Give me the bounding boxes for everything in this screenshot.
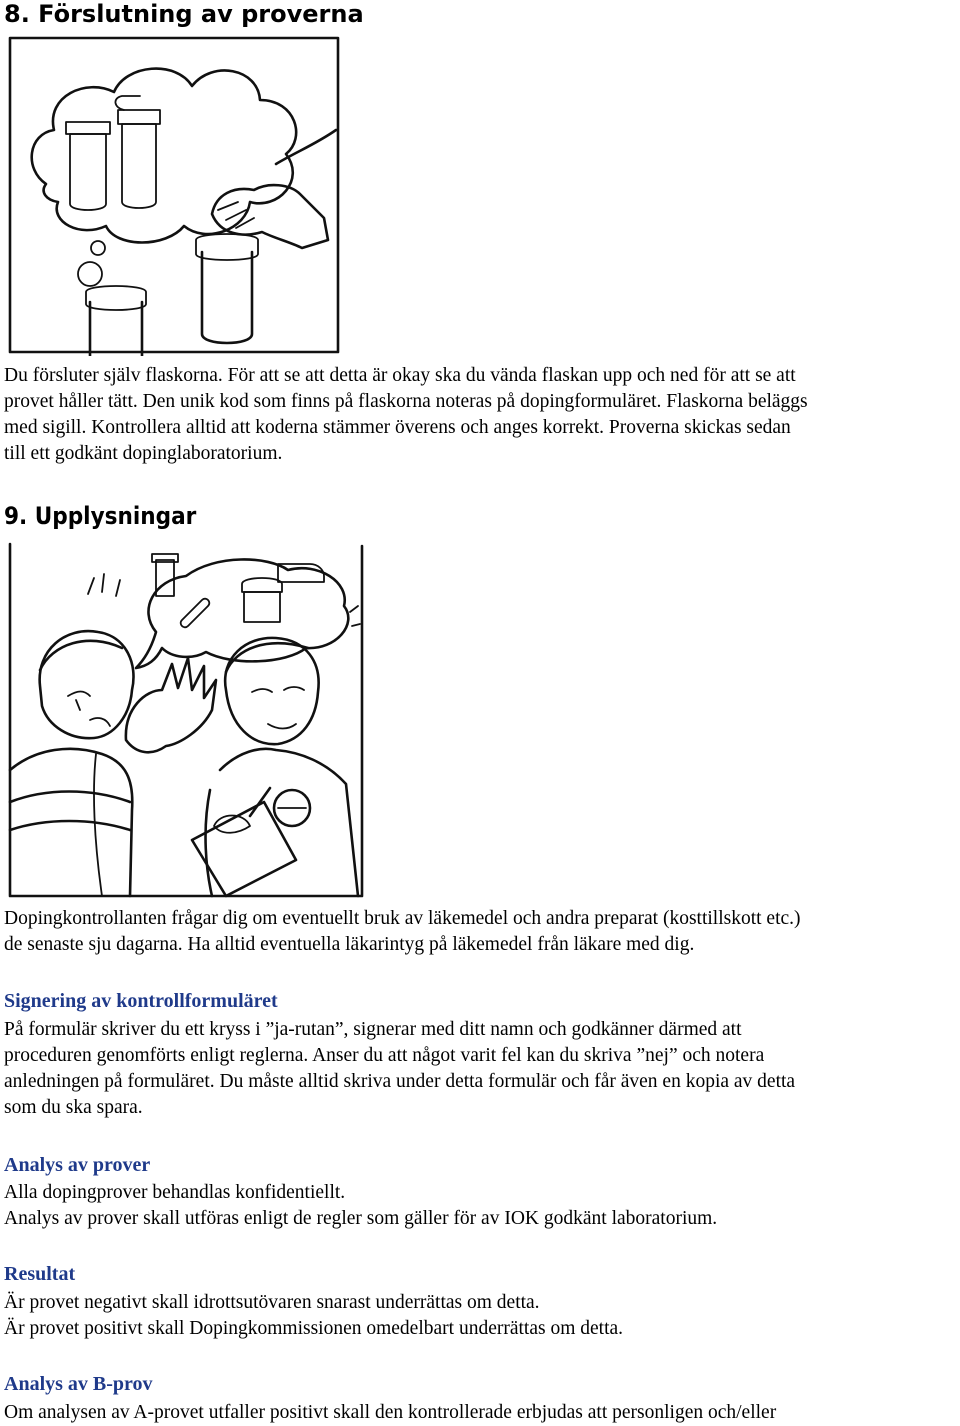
resultat-body <box>4 1290 954 1342</box>
signering-line: anledningen på formuläret. Du måste alltid skriva under detta formulär och får även en kopia av detta <box>4 1071 796 1092</box>
signering-line: som du ska spara. <box>4 1097 143 1118</box>
analys-body <box>4 1180 954 1232</box>
illustration-doping-officer-interview <box>6 540 366 902</box>
analys-heading: Analys av prover <box>4 1154 151 1176</box>
resultat-line: Är provet positivt skall Dopingkommissionen omedelbart underrättas om detta. <box>4 1318 624 1339</box>
section-8-line: provet håller tätt. Den unik kod som finns på flaskorna noteras på dopingformuläret. Flaskorna beläggs <box>4 391 808 412</box>
signering-body <box>4 1017 954 1121</box>
analys-line: Alla dopingprover behandlas konfidentiellt. <box>4 1182 346 1203</box>
bprov-body <box>4 1400 954 1426</box>
bprov-line: Om analysen av A-provet utfaller positivt skall den kontrollerade erbjudas att personligen och/eller <box>4 1402 777 1423</box>
section-8-line: Du försluter själv flaskorna. För att se att detta är okay ska du vända flaskan upp och ned för att se att <box>4 365 796 386</box>
bprov-heading: Analys av B-prov <box>4 1373 153 1395</box>
section-9-title: 9. Upplysningar <box>4 502 197 530</box>
section-9-line: de senaste sju dagarna. Ha alltid eventuella läkarintyg på läkemedel från läkare med dig. <box>4 934 695 955</box>
signering-line: På formulär skriver du ett kryss i ”ja-rutan”, signerar med ditt namn och godkänner därmed att <box>4 1019 742 1040</box>
analys-line: Analys av prover skall utföras enligt de regler som gäller för av IOK godkänt laboratorium. <box>4 1208 718 1229</box>
section-9-line: Dopingkontrollanten frågar dig om eventuellt bruk av läkemedel och andra preparat (kosttillskott etc.) <box>4 908 801 929</box>
section-9-body <box>4 906 954 958</box>
section-8-line: till ett godkänt dopinglaboratorium. <box>4 443 283 464</box>
section-8-title: 8. Förslutning av proverna <box>4 0 364 28</box>
resultat-line: Är provet negativt skall idrottsutövaren snarast underrättas om detta. <box>4 1292 540 1313</box>
signering-heading: Signering av kontrollformuläret <box>4 990 278 1012</box>
resultat-heading: Resultat <box>4 1263 76 1285</box>
illustration-sealing-bottles <box>6 34 342 356</box>
section-8-line: med sigill. Kontrollera alltid att koderna stämmer överens och anges korrekt. Proverna skickas sedan <box>4 417 791 438</box>
signering-line: proceduren genomförts enligt reglerna. Anser du att något varit fel kan du skriva ”nej” och notera <box>4 1045 765 1066</box>
section-8-body <box>4 363 954 467</box>
